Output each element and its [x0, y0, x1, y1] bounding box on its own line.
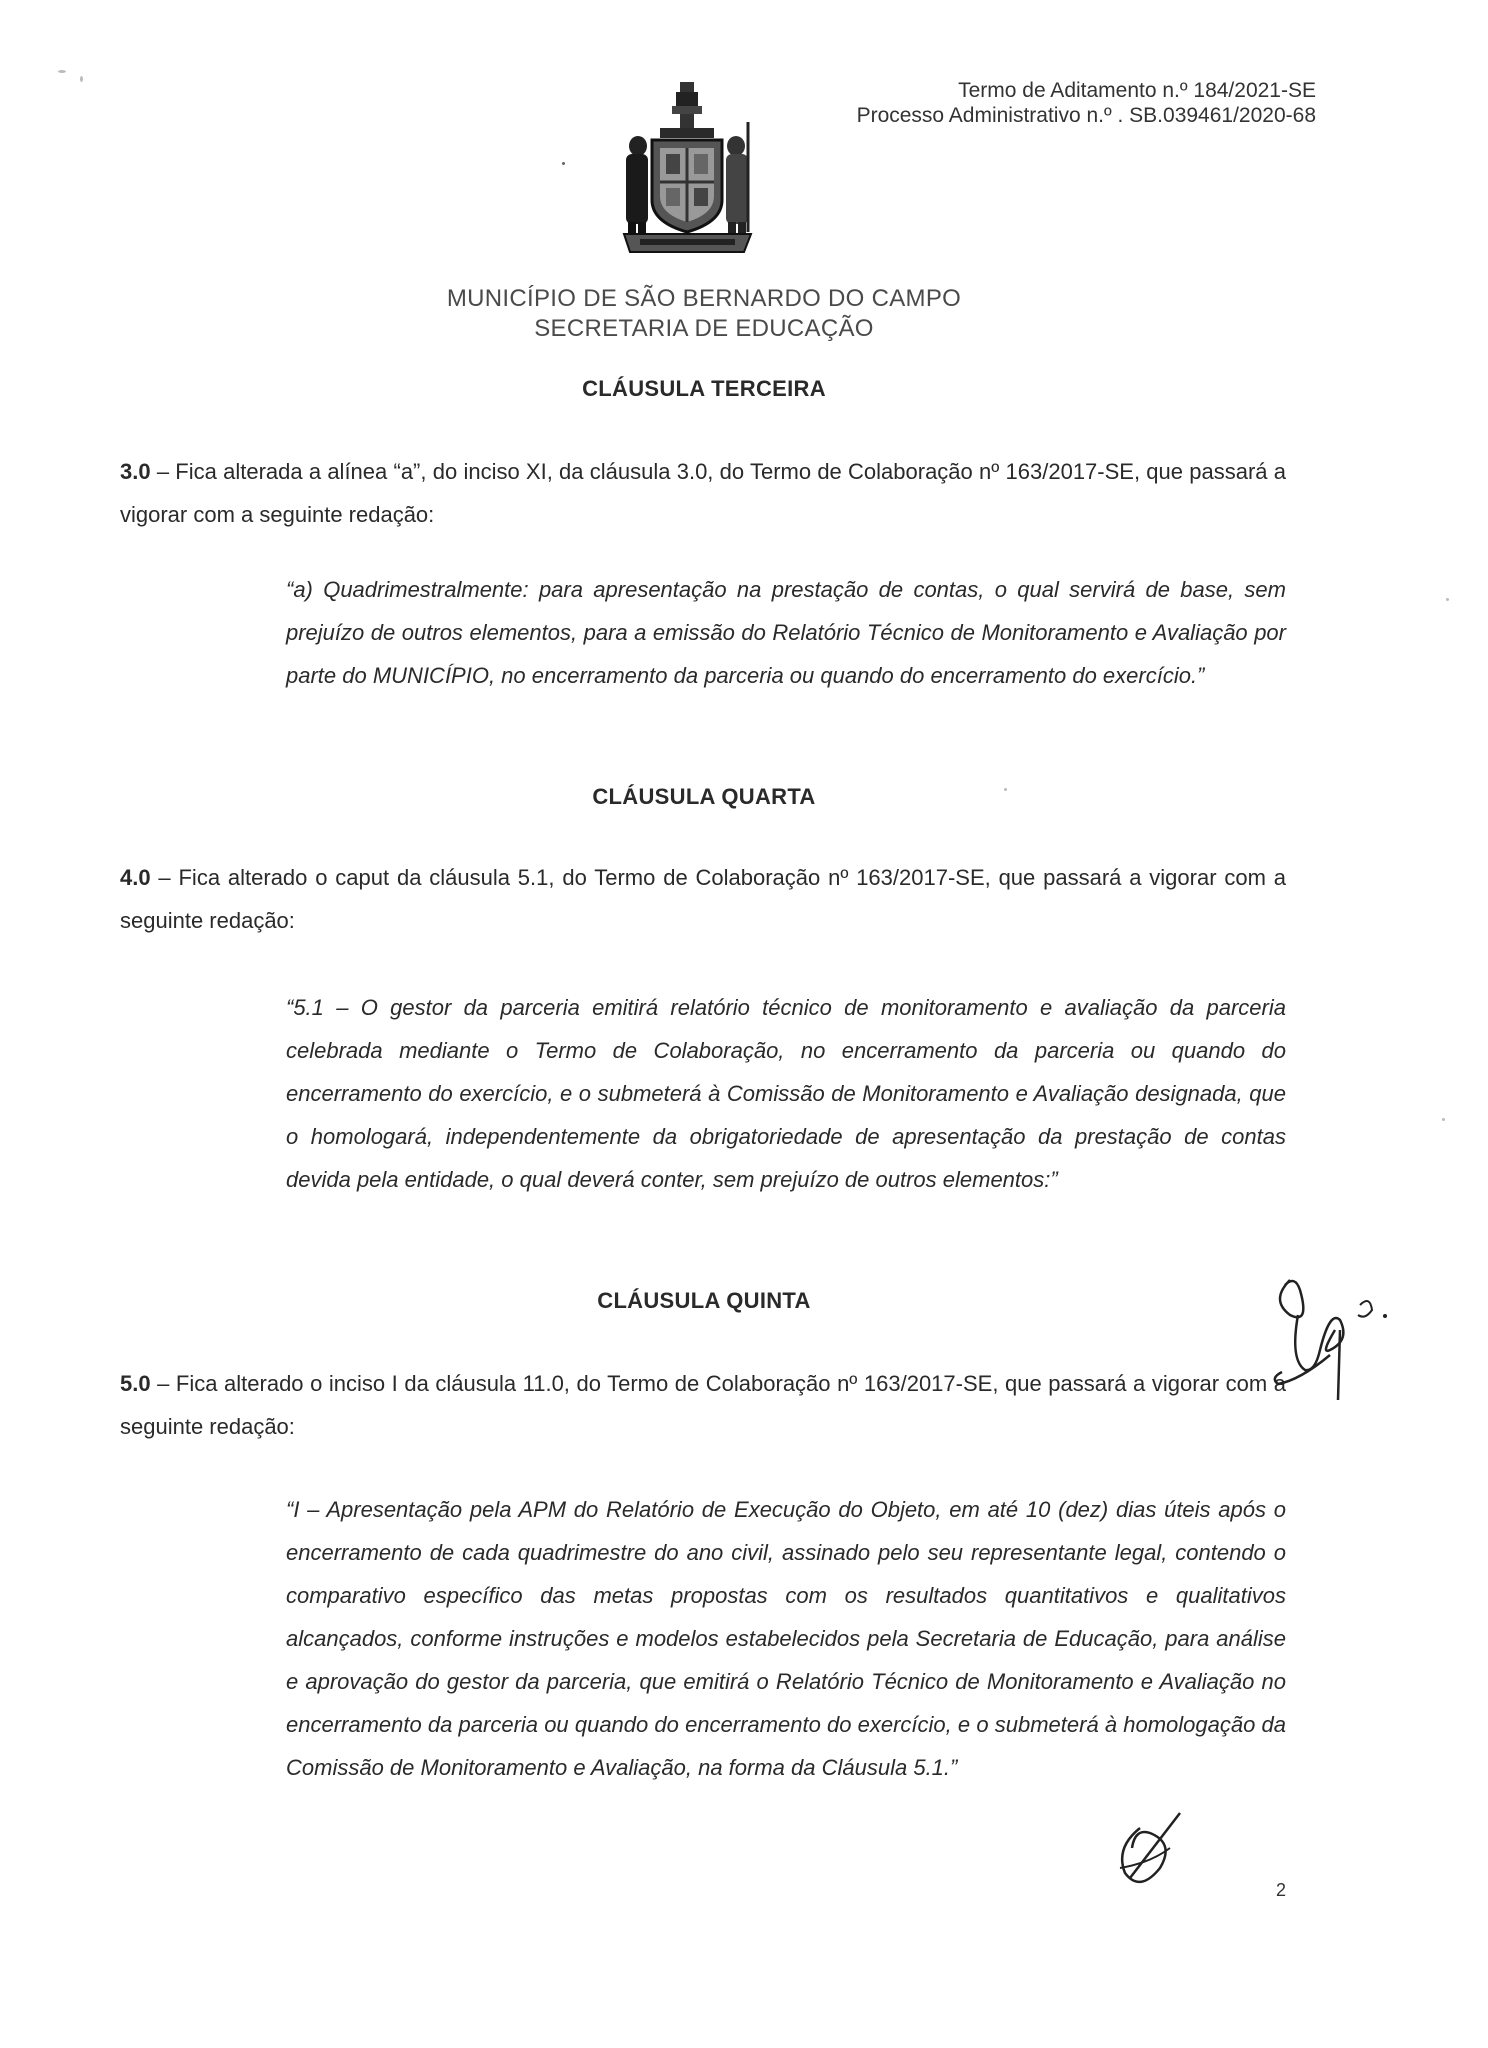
department-name: SECRETARIA DE EDUCAÇÃO: [534, 315, 874, 342]
scan-speck: [58, 70, 66, 73]
clause-intro-text: – Fica alterado o caput da cláusula 5.1, do Termo de Colaboração nº 163/2017-SE, que passará a vigorar com a seguinte redação:: [120, 865, 1286, 933]
signature-initials-icon: [1110, 1808, 1200, 1898]
clause-title-fifth: CLÁUSULA QUINTA: [597, 1288, 811, 1313]
signature-initials-icon: [1260, 1260, 1410, 1410]
scan-speck: [80, 76, 83, 82]
clause-title-fourth: CLÁUSULA QUARTA: [592, 784, 816, 809]
process-number: Processo Administrativo n.º . SB.039461/2020-68: [856, 104, 1316, 127]
document-reference: [857, 78, 1316, 128]
clause-number: 3.0: [120, 459, 151, 484]
clause-fourth-quote: “5.1 – O gestor da parceria emitirá relatório técnico de monitoramento e avaliação da parceria celebrada mediante o Termo de Colaboração, no encerramento da parceria ou quando do encerramento do exercício, e o submeterá à Comissão de Monitoramento e Avaliação designada, que o homologará, independentemente da obrigatoriedade de apresentação da prestação de contas devida pela entidade, o qual deverá conter, sem prejuízo de outros elementos:”: [286, 995, 1286, 1192]
amendment-number: Termo de Aditamento n.º 184/2021-SE: [958, 79, 1316, 102]
clause-title-third: CLÁUSULA TERCEIRA: [582, 376, 826, 401]
clause-fourth-paragraph: [120, 856, 1286, 942]
scan-speck: [562, 162, 565, 165]
clause-intro-text: – Fica alterado o inciso I da cláusula 11.0, do Termo de Colaboração nº 163/2017-SE, que passará a vigorar com a seguinte redação:: [120, 1371, 1286, 1439]
scan-speck: [1442, 1118, 1445, 1121]
clause-number: 5.0: [120, 1371, 151, 1396]
clause-third-paragraph: [120, 450, 1286, 536]
clause-fifth-paragraph: [120, 1362, 1286, 1448]
clause-intro-text: – Fica alterada a alínea “a”, do inciso XI, da cláusula 3.0, do Termo de Colaboração nº 163/2017-SE, que passará a vigorar com a seguinte redação:: [120, 459, 1286, 527]
clause-fifth-quote: “I – Apresentação pela APM do Relatório de Execução do Objeto, em até 10 (dez) dias úteis após o encerramento de cada quadrimestre do ano civil, assinado pelo seu representante legal, contendo o comparativo específico das metas propostas com os resultados quantitativos e qualitativos alcançados, conforme instruções e modelos estabelecidos pela Secretaria de Educação, para análise e aprovação do gestor da parceria, que emitirá o Relatório Técnico de Monitoramento e Avaliação no encerramento da parceria ou quando do encerramento do exercício, e o submeterá à homologação da Comissão de Monitoramento e Avaliação, na forma da Cláusula 5.1.”: [286, 1497, 1286, 1780]
page-number: 2: [1276, 1880, 1287, 1900]
clause-third-quote: “a) Quadrimestralmente: para apresentação na prestação de contas, o qual servirá de base, sem prejuízo de outros elementos, para a emissão do Relatório Técnico de Monitoramento e Avaliação por parte do MUNICÍPIO, no encerramento da parceria ou quando do encerramento do exercício.”: [286, 577, 1286, 688]
scan-speck: [1446, 598, 1449, 601]
clause-number: 4.0: [120, 865, 151, 890]
coat-of-arms-icon: [620, 82, 755, 257]
scan-speck: [1004, 788, 1007, 791]
municipality-name: MUNICÍPIO DE SÃO BERNARDO DO CAMPO: [446, 285, 962, 312]
